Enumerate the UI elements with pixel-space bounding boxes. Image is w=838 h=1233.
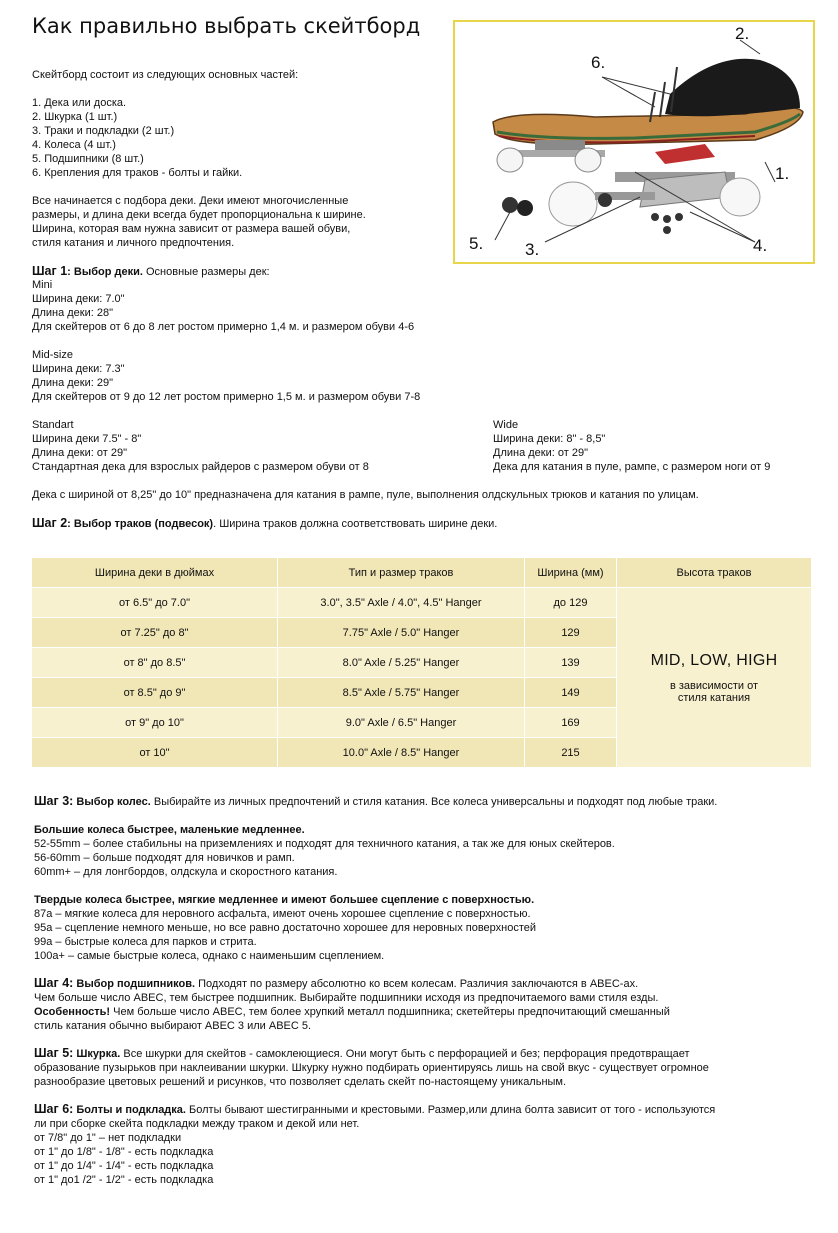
label-3: 3. xyxy=(525,240,540,259)
intro-line: стиля катания и личного предпочтения. xyxy=(32,237,235,249)
intro-line: Ширина, которая вам нужна зависит от размера вашей обуви, xyxy=(32,223,351,235)
table-cell: от 9" до 10" xyxy=(32,708,278,738)
step1-heading xyxy=(32,264,270,279)
step3-line: 60mm+ – для лонгбордов, олдскула и скоростного катания. xyxy=(34,866,338,878)
intro-line: Все начинается с подбора деки. Деки имеют многочисленные xyxy=(32,195,349,207)
step6-line: от 1" до 1/8" - 1/8" - есть подкладка xyxy=(34,1146,214,1158)
intro-line: 4. Колеса (4 шт.) xyxy=(32,139,116,151)
step2-head: Шаг 2 xyxy=(32,516,68,530)
step3-line: 99a – быстрые колеса для парков и стрита. xyxy=(34,936,257,948)
step4-line: стиль катания обычно выбирают ABEC 3 или ABEC 5. xyxy=(34,1020,312,1032)
step3-line: 95a – сцепление немного меньше, но все равно достаточно хорошее для неровных поверхностей xyxy=(34,922,537,934)
step2-heading xyxy=(32,516,497,531)
table-cell: 169 xyxy=(525,708,617,738)
step4-line: Чем больше число ABEC, тем быстрее подшипник. Выбирайте подшипники исходя из предпочитаемого вами стиля езды. xyxy=(34,992,659,1004)
step3-head-rest: Выбор колес. xyxy=(73,796,151,808)
step6-line: от 7/8" до 1" – нет подкладки xyxy=(34,1132,182,1144)
step6-head: Шаг 6: xyxy=(34,1102,74,1116)
gap xyxy=(34,879,717,893)
intro-gap xyxy=(32,180,366,194)
step2-text: . Ширина траков должна соответствовать ширине деки. xyxy=(213,518,498,530)
table-cell: 9.0" Axle / 6.5" Hanger xyxy=(278,708,525,738)
step5-line: разнообразие цветовых решений и рисунков, что позволяет сделать скейт по-настоящему уникальным. xyxy=(34,1076,567,1088)
step4-text: Подходят по размеру абсолютно ко всем колесам. Различия заключаются в ABEC-ах. xyxy=(195,978,639,990)
wide-line: Ширина деки: 8" - 8,5" xyxy=(493,433,606,445)
label-2: 2. xyxy=(735,24,750,43)
step6-line: ли при сборке скейта подкладки между траком и декой или нет. xyxy=(34,1118,360,1130)
table-cell: 139 xyxy=(525,648,617,678)
intro-line: 1. Дека или доска. xyxy=(32,97,127,109)
step5-head: Шаг 5: xyxy=(34,1046,74,1060)
height-big: MID, LOW, HIGH xyxy=(650,651,778,669)
gap xyxy=(34,809,717,823)
skateboard-diagram xyxy=(453,20,815,264)
step6-block xyxy=(34,1102,715,1187)
table-header: Тип и размер траков xyxy=(278,558,525,588)
step3-line: 52-55mm – более стабильны на приземлениях и подходят для техничного катания, а так же для юных скейтеров. xyxy=(34,838,615,850)
mid-line: Ширина деки: 7.3" xyxy=(32,363,125,375)
standart-line: Стандартная дека для взрослых райдеров с размером обуви от 8 xyxy=(32,461,369,473)
mid-line: Длина деки: 29" xyxy=(32,377,114,389)
step3-line: 56-60mm – больше подходят для новичков и рамп. xyxy=(34,852,295,864)
step4-heading xyxy=(34,976,670,991)
step4-head: Шаг 4: xyxy=(34,976,74,990)
step1-head: Шаг 1 xyxy=(32,264,68,278)
step6-heading xyxy=(34,1102,715,1117)
step5-block xyxy=(34,1046,709,1089)
mid-line: Mid-size xyxy=(32,349,73,361)
label-4: 4. xyxy=(753,236,768,255)
intro-block xyxy=(32,68,366,250)
step3-line: 87a – мягкие колеса для неровного асфальта, имеют очень хорошее сцепление с поверхностью. xyxy=(34,908,531,920)
table-cell: от 8" до 8.5" xyxy=(32,648,278,678)
table-cell: от 7.25" до 8" xyxy=(32,618,278,648)
table-cell: 215 xyxy=(525,738,617,768)
table-cell: от 8.5" до 9" xyxy=(32,678,278,708)
step3-text: Выбирайте из личных предпочтений и стиля катания. Все колеса универсальны и подходят под любые траки. xyxy=(150,796,718,808)
step5-text: Все шкурки для скейтов - самоклеющиеся. Они могут быть с перфорацией и без; перфорация предотвращает xyxy=(120,1048,690,1060)
step4-line xyxy=(34,1005,670,1019)
mini-line: Ширина деки: 7.0" xyxy=(32,293,125,305)
step4-block xyxy=(34,976,670,1033)
intro-line: размеры, и длина деки всегда будет пропорциональна к ширине. xyxy=(32,209,366,221)
step3-sub2: Твердые колеса быстрее, мягкие медленнее и имеют большее сцепление с поверхностью. xyxy=(34,894,535,906)
wide-line: Длина деки: от 29" xyxy=(493,447,588,459)
step5-line: образование пузырьков при наклеивании шкурки. Шкурку нужно подбирать ориентируясь лишь на свой вкус - существует огромное xyxy=(34,1062,709,1074)
table-cell: 8.0" Axle / 5.25" Hanger xyxy=(278,648,525,678)
intro-gap xyxy=(32,82,366,96)
table-cell: 8.5" Axle / 5.75" Hanger xyxy=(278,678,525,708)
step1-note: Дека с шириной от 8,25" до 10" предназначена для катания в рампе, пуле, выполнения олдскульных трюков и катания по улицам. xyxy=(32,489,699,501)
mini-line: Для скейтеров от 6 до 8 лет ростом примерно 1,4 м. и размером обуви 4-6 xyxy=(32,321,415,333)
skateboard-illustration-icon xyxy=(455,22,813,262)
step6-line: от 1" до 1/4" - 1/4" - есть подкладка xyxy=(34,1160,214,1172)
step1-standart xyxy=(32,418,369,474)
intro-line: 3. Траки и подкладки (2 шт.) xyxy=(32,125,175,137)
height-cell xyxy=(617,588,812,768)
wide-line: Дека для катания в пуле, рампе, с размером ноги от 9 xyxy=(493,461,771,473)
table-cell: 7.75" Axle / 5.0" Hanger xyxy=(278,618,525,648)
step5-head-rest: Шкурка. xyxy=(73,1048,121,1060)
intro-line: 6. Крепления для траков - болты и гайки. xyxy=(32,167,243,179)
step4-line3: Чем больше число ABEC, тем более хрупкий металл подшипника; скетейтеры предпочитающий смешанный xyxy=(110,1006,670,1018)
step6-line: от 1" до1 /2" - 1/2" - есть подкладка xyxy=(34,1174,214,1186)
step1-mini xyxy=(32,278,414,334)
step1-mid xyxy=(32,348,420,404)
step1-wide xyxy=(493,418,770,474)
intro-line: Скейтборд состоит из следующих основных частей: xyxy=(32,69,299,81)
table-cell: 10.0" Axle / 8.5" Hanger xyxy=(278,738,525,768)
height-note: стиля катания xyxy=(677,691,751,704)
intro-line: 2. Шкурка (1 шт.) xyxy=(32,111,118,123)
table-row xyxy=(32,588,811,618)
step6-head-rest: Болты и подкладка. xyxy=(73,1104,186,1116)
step2-head-rest: : Выбор траков (подвесок) xyxy=(67,518,214,530)
step3-heading xyxy=(34,794,717,809)
step6-text: Болты бывают шестигранными и крестовыми. Размер,или длина болта зависит от того - используются xyxy=(185,1104,716,1116)
height-note: в зависимости от xyxy=(669,679,759,692)
table-cell: 129 xyxy=(525,618,617,648)
table-header: Ширина деки в дюймах xyxy=(32,558,278,588)
table-cell: от 6.5" до 7.0" xyxy=(32,588,278,618)
table-cell: 3.0", 3.5" Axle / 4.0", 4.5" Hanger xyxy=(278,588,525,618)
table-cell: до 129 xyxy=(525,588,617,618)
table-header-row xyxy=(32,558,811,588)
step1-text: Основные размеры дек: xyxy=(142,266,270,278)
step3-head: Шаг 3: xyxy=(34,794,74,808)
standart-line: Длина деки: от 29" xyxy=(32,447,127,459)
mini-line: Mini xyxy=(32,279,53,291)
step1-head-rest: : Выбор деки. xyxy=(67,266,143,278)
label-6: 6. xyxy=(591,53,606,72)
step4-feature: Особенность! xyxy=(34,1006,111,1018)
label-1: 1. xyxy=(775,164,790,183)
intro-line: 5. Подшипники (8 шт.) xyxy=(32,153,144,165)
step5-heading xyxy=(34,1046,709,1061)
step3-line: 100a+ – самые быстрые колеса, однако с наименьшим сцеплением. xyxy=(34,950,385,962)
trucks-table xyxy=(32,558,811,768)
table-cell: от 10" xyxy=(32,738,278,768)
table-header: Высота траков xyxy=(617,558,812,588)
mini-line: Длина деки: 28" xyxy=(32,307,114,319)
label-5: 5. xyxy=(469,234,484,253)
standart-line: Ширина деки 7.5" - 8" xyxy=(32,433,142,445)
page-title: Как правильно выбрать скейтборд xyxy=(32,14,421,38)
wide-line: Wide xyxy=(493,419,519,431)
step3-sub1: Большие колеса быстрее, маленькие медленнее. xyxy=(34,824,305,836)
mid-line: Для скейтеров от 9 до 12 лет ростом примерно 1,5 м. и размером обуви 7-8 xyxy=(32,391,421,403)
step3-block xyxy=(34,794,717,963)
standart-line: Standart xyxy=(32,419,74,431)
table-cell: 149 xyxy=(525,678,617,708)
table-header: Ширина (мм) xyxy=(525,558,617,588)
step4-head-rest: Выбор подшипников. xyxy=(73,978,196,990)
